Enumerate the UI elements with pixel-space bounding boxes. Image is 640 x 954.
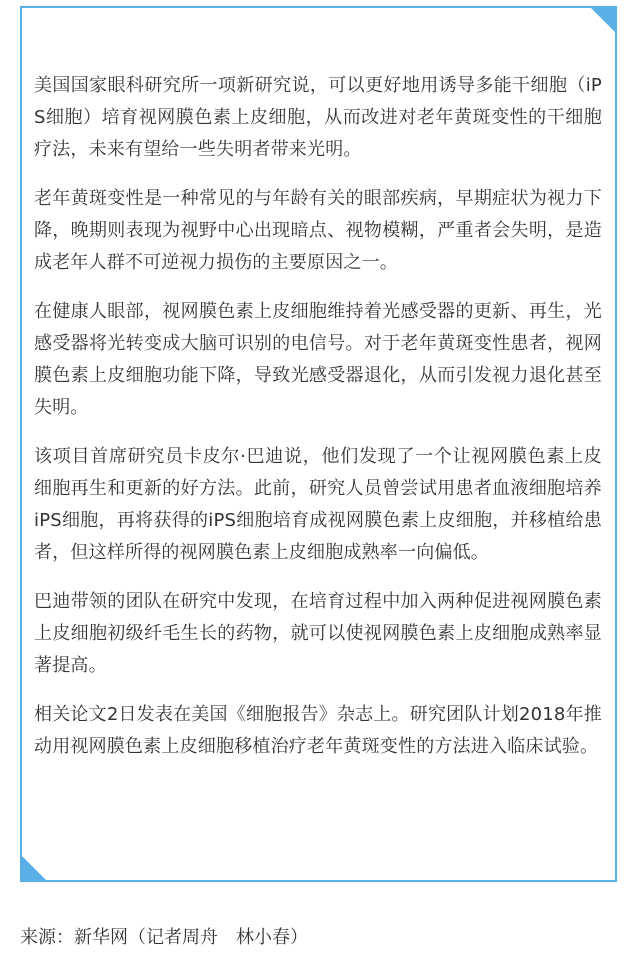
article-paragraph-2: 老年黄斑变性是一种常见的与年龄有关的眼部疾病，早期症状为视力下降，晚期则表现为视野中心出现暗点、视物模糊，严重者会失明，是造成老年人群不可逆视力损伤的主要原因之一。	[34, 188, 602, 273]
article-paragraph-3: 在健康人眼部，视网膜色素上皮细胞维持着光感受器的更新、再生，光感受器将光转变成大脑可识别的电信号。对于老年黄斑变性患者，视网膜色素上皮细胞功能下降，导致光感受器退化，从而引发视力退化甚至失明。	[34, 301, 602, 418]
frame-corner-bottom-left	[20, 854, 48, 882]
frame-corner-top-right	[589, 6, 617, 34]
article-paragraph-1: 美国国家眼科研究所一项新研究说，可以更好地用诱导多能干细胞（iPS细胞）培育视网膜色素上皮细胞，从而改进对老年黄斑变性的干细胞疗法，未来有望给一些失明者带来光明。	[34, 75, 602, 160]
source-credit: 来源：新华网（记者周舟 林小春）	[20, 927, 308, 948]
article-body	[34, 70, 602, 780]
article-frame	[20, 6, 617, 882]
article-paragraph-5: 巴迪带领的团队在研究中发现，在培育过程中加入两种促进视网膜色素上皮细胞初级纤毛生长的药物，就可以使视网膜色素上皮细胞成熟率显著提高。	[34, 591, 602, 676]
article-paragraph-4: 该项目首席研究员卡皮尔·巴迪说，他们发现了一个让视网膜色素上皮细胞再生和更新的好方法。此前，研究人员曾尝试用患者血液细胞培养iPS细胞，再将获得的iPS细胞培育成视网膜色素上皮细胞，并移植给患者，但这样所得的视网膜色素上皮细胞成熟率一向偏低。	[34, 446, 602, 563]
article-paragraph-6: 相关论文2日发表在美国《细胞报告》杂志上。研究团队计划2018年推动用视网膜色素上皮细胞移植治疗老年黄斑变性的方法进入临床试验。	[34, 704, 602, 757]
